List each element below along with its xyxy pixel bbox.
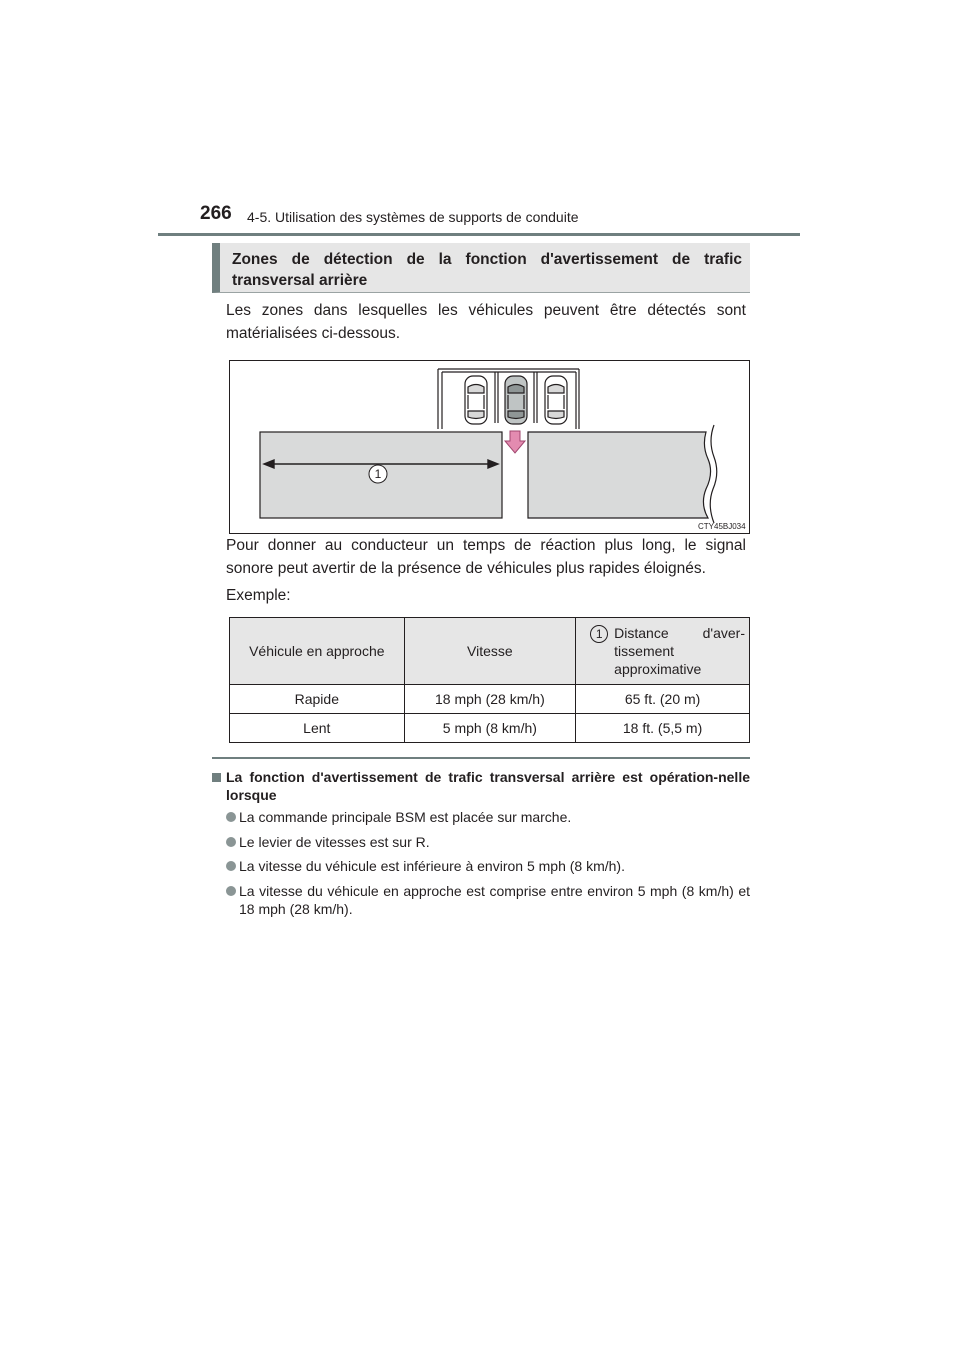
cell-speed: 5 mph (8 km/h) [404,714,576,743]
round-bullet-icon [226,837,236,847]
parked-car-left [465,376,487,424]
header-rule [158,233,800,236]
reversing-car [505,376,527,424]
cell-distance: 65 ft. (20 m) [576,685,750,714]
condition-text: La commande principale BSM est placée sur marche. [239,809,572,825]
conditions-heading [212,768,750,804]
round-bullet-icon [226,861,236,871]
warning-distance-table [229,617,750,743]
header-distance-number: 1 [590,625,608,643]
section-heading: Zones de détection de la fonction d'avertissement de trafic transversal arrière [232,251,742,289]
parking-diagram [230,361,751,535]
zone-break-line [710,425,717,523]
section-divider [212,757,750,759]
header-distance-label: Distance d'aver-tissement approximative [614,625,745,677]
table-row [230,714,750,743]
condition-text: La vitesse du véhicule en approche est comprise entre environ 5 mph (8 km/h) et 18 mph (28 km/h). [239,883,750,917]
table-header-row [230,618,750,685]
page-number: 266 [200,203,232,224]
square-bullet-icon [212,773,221,782]
intro-paragraph: Les zones dans lesquelles les véhicules peuvent être détectés sont matérialisées ci-dessous. [226,302,746,342]
callout-number: 1 [374,467,382,481]
example-label: Exemple: [226,587,291,604]
section-title: 4-5. Utilisation des systèmes de supports de conduite [247,209,579,225]
cell-speed: 18 mph (28 km/h) [404,685,576,714]
cell-vehicle: Rapide [230,685,405,714]
reaction-paragraph: Pour donner au conducteur un temps de réaction plus long, le signal sonore peut avertir de la présence de véhicules plus rapides éloignés. [226,537,746,577]
cell-vehicle: Lent [230,714,405,743]
condition-text: Le levier de vitesses est sur R. [239,834,430,850]
condition-text: La vitesse du véhicule est inférieure à environ 5 mph (8 km/h). [239,858,625,874]
table-row [230,685,750,714]
header-vehicle: Véhicule en approche [230,618,405,685]
header-distance [576,618,750,685]
reverse-direction-arrow [505,431,525,453]
conditions-heading-text: La fonction d'avertissement de trafic transversal arrière est opération-nelle lorsque [226,769,750,803]
round-bullet-icon [226,886,236,896]
round-bullet-icon [226,812,236,822]
header-speed: Vitesse [404,618,576,685]
detection-zone-illustration [229,360,750,534]
parked-car-right [545,376,567,424]
figure-code: CTY45BJ034 [698,522,746,531]
cell-distance: 18 ft. (5,5 m) [576,714,750,743]
detection-zone-right [528,432,711,518]
section-heading-box [212,243,750,293]
